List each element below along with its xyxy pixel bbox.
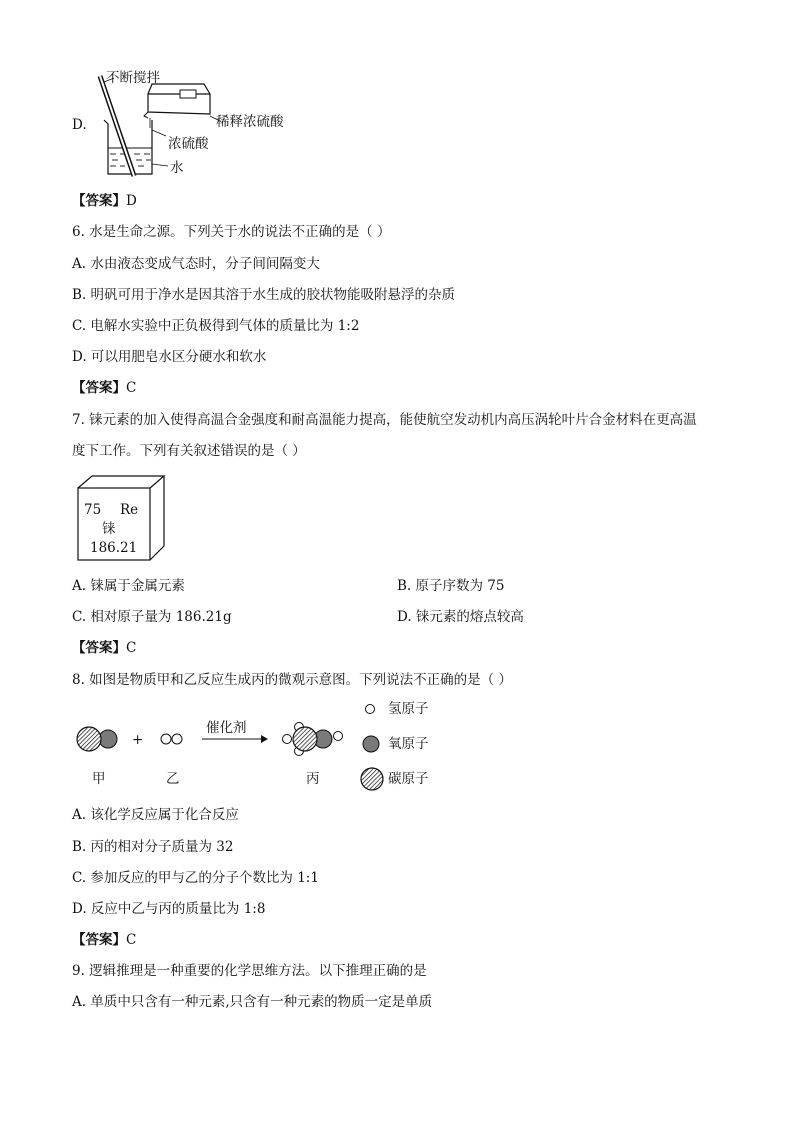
- answer-label: 【答案】: [72, 932, 126, 948]
- q8-option-b: B. 丙的相对分子质量为 32: [72, 839, 234, 855]
- legend-oxygen-symbol: [363, 736, 379, 752]
- legend-hydrogen: 氢原子: [388, 701, 429, 717]
- q6-option-b: B. 明矾可用于净水是因其溶于水生成的胶状物能吸附悬浮的杂质: [72, 287, 456, 303]
- legend-carbon: 碳原子: [388, 771, 429, 787]
- element-symbol: Re: [120, 502, 139, 518]
- label-yi: 乙: [166, 771, 180, 787]
- molecule-jia: [77, 727, 117, 751]
- q6-answer: [72, 379, 136, 397]
- q9-stem: 9. 逻辑推理是一种重要的化学思维方法。以下推理正确的是: [72, 963, 427, 979]
- molecule-bing: [283, 723, 343, 756]
- dilute-label: 稀释浓硫酸: [216, 114, 284, 130]
- q5-option-d-letter: D.: [72, 117, 87, 133]
- acid-dilution-figure: [90, 68, 330, 180]
- q7-option-d: D. 铼元素的熔点较高: [397, 609, 524, 625]
- answer-value: C: [126, 932, 137, 948]
- answer-value: D: [126, 193, 137, 209]
- answer-value: C: [126, 640, 137, 656]
- q7-option-b: B. 原子序数为 75: [397, 578, 505, 594]
- q7-option-c: C. 相对原子量为 186.21g: [72, 609, 232, 625]
- legend-hydrogen-symbol: [366, 705, 375, 714]
- q9-option-a: A. 单质中只含有一种元素,只含有一种元素的物质一定是单质: [72, 994, 433, 1010]
- q7-answer: [72, 639, 136, 657]
- plus-sign: +: [132, 732, 144, 748]
- q6-stem: 6. 水是生命之源。下列关于水的说法不正确的是（ ）: [72, 224, 391, 240]
- q7-stem-line1: 7. 铼元素的加入使得高温合金强度和耐高温能力提高，能使航空发动机内高压涡轮叶片合金材料在更高温: [72, 412, 697, 428]
- q6-option-a: A. 水由液态变成气态时，分子间间隔变大: [72, 256, 320, 272]
- answer-label: 【答案】: [72, 380, 126, 396]
- element-card: [76, 474, 166, 562]
- q8-stem: 8. 如图是物质甲和乙反应生成丙的微观示意图。下列说法不正确的是（ ）: [72, 672, 512, 688]
- element-mass: 186.21: [90, 540, 138, 556]
- q8-option-c: C. 参加反应的甲与乙的分子个数比为 1:1: [72, 870, 319, 886]
- catalyst-label: 催化剂: [206, 720, 247, 736]
- q8-option-d: D. 反应中乙与丙的质量比为 1:8: [72, 901, 266, 917]
- answer-label: 【答案】: [72, 640, 126, 656]
- q6-option-d: D. 可以用肥皂水区分硬水和软水: [72, 349, 267, 365]
- glass-rod: [100, 76, 134, 176]
- element-name: 铼: [102, 521, 116, 537]
- q7-stem-line2: 度下工作。下列有关叙述错误的是（ ）: [72, 443, 306, 459]
- answer-label: 【答案】: [72, 193, 126, 209]
- answer-value: C: [126, 380, 137, 396]
- q8-option-a: A. 该化学反应属于化合反应: [72, 807, 239, 823]
- stir-label: 不断搅拌: [106, 70, 160, 86]
- acid-bottle: [144, 84, 210, 118]
- element-number: 75: [84, 502, 102, 518]
- label-jia: 甲: [92, 771, 106, 787]
- q6-option-c: C. 电解水实验中正负极得到气体的质量比为 1:2: [72, 318, 360, 334]
- q5-answer: [72, 192, 137, 210]
- water-label: 水: [170, 160, 184, 176]
- reaction-diagram: [70, 698, 470, 798]
- legend-oxygen: 氧原子: [388, 736, 429, 752]
- q8-answer: [72, 931, 136, 949]
- q7-option-a: A. 铼属于金属元素: [72, 578, 185, 594]
- label-bing: 丙: [306, 771, 320, 787]
- molecule-yi: [161, 734, 182, 744]
- acid-label: 浓硫酸: [168, 136, 209, 152]
- legend-carbon-symbol: [361, 768, 383, 790]
